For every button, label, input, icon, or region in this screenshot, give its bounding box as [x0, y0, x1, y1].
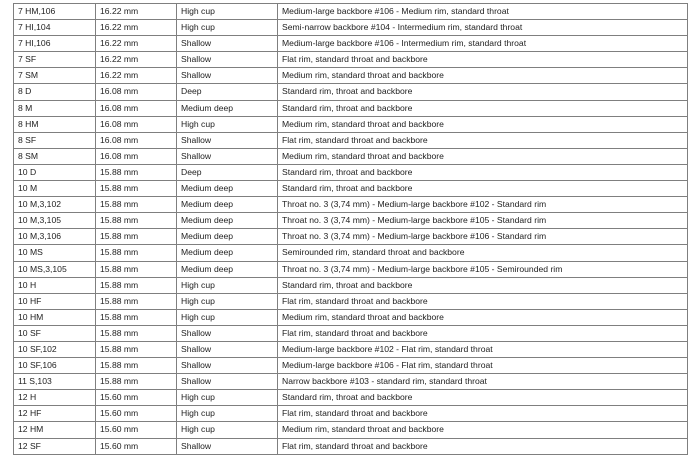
diameter-cell: 15.88 mm [96, 277, 177, 293]
table-row [14, 213, 688, 229]
model-cell: 10 SF [14, 325, 96, 341]
diameter-cell: 15.88 mm [96, 374, 177, 390]
model-cell: 7 HI,104 [14, 20, 96, 36]
model-cell: 7 SM [14, 68, 96, 84]
table-row [14, 148, 688, 164]
table-row [14, 36, 688, 52]
table-row [14, 406, 688, 422]
cup-depth-cell: Shallow [177, 148, 278, 164]
diameter-cell: 15.88 mm [96, 181, 177, 197]
model-cell: 10 M,3,105 [14, 213, 96, 229]
model-cell: 10 M,3,102 [14, 197, 96, 213]
cup-depth-cell: Medium deep [177, 245, 278, 261]
cup-depth-cell: Shallow [177, 341, 278, 357]
cup-depth-cell: Medium deep [177, 197, 278, 213]
description-cell: Narrow backbore #103 - standard rim, standard throat [278, 374, 688, 390]
table-row [14, 164, 688, 180]
cup-depth-cell: Shallow [177, 358, 278, 374]
description-cell: Medium-large backbore #106 - Medium rim, standard throat [278, 4, 688, 20]
diameter-cell: 15.88 mm [96, 245, 177, 261]
table-row [14, 181, 688, 197]
model-cell: 7 SF [14, 52, 96, 68]
table-row [14, 309, 688, 325]
description-cell: Flat rim, standard throat and backbore [278, 325, 688, 341]
cup-depth-cell: High cup [177, 390, 278, 406]
model-cell: 10 MS,3,105 [14, 261, 96, 277]
diameter-cell: 16.08 mm [96, 148, 177, 164]
diameter-cell: 15.60 mm [96, 390, 177, 406]
model-cell: 10 M,3,106 [14, 229, 96, 245]
description-cell: Medium rim, standard throat and backbore [278, 309, 688, 325]
mouthpiece-table [13, 3, 688, 455]
table-row [14, 100, 688, 116]
table-row [14, 277, 688, 293]
table-row [14, 358, 688, 374]
table-row [14, 293, 688, 309]
table-row [14, 20, 688, 36]
description-cell: Medium rim, standard throat and backbore [278, 116, 688, 132]
model-cell: 12 HF [14, 406, 96, 422]
description-cell: Semi-narrow backbore #104 - Intermedium rim, standard throat [278, 20, 688, 36]
diameter-cell: 16.22 mm [96, 4, 177, 20]
description-cell: Throat no. 3 (3,74 mm) - Medium-large backbore #105 - Semirounded rim [278, 261, 688, 277]
mouthpiece-table-container [13, 3, 687, 455]
diameter-cell: 16.22 mm [96, 68, 177, 84]
table-row [14, 390, 688, 406]
cup-depth-cell: High cup [177, 116, 278, 132]
cup-depth-cell: High cup [177, 4, 278, 20]
diameter-cell: 15.88 mm [96, 325, 177, 341]
cup-depth-cell: High cup [177, 277, 278, 293]
model-cell: 12 HM [14, 422, 96, 438]
model-cell: 8 SF [14, 132, 96, 148]
diameter-cell: 15.88 mm [96, 309, 177, 325]
description-cell: Flat rim, standard throat and backbore [278, 52, 688, 68]
diameter-cell: 15.88 mm [96, 229, 177, 245]
diameter-cell: 16.08 mm [96, 100, 177, 116]
description-cell: Semirounded rim, standard throat and backbore [278, 245, 688, 261]
model-cell: 12 SF [14, 438, 96, 454]
cup-depth-cell: Medium deep [177, 229, 278, 245]
cup-depth-cell: Medium deep [177, 100, 278, 116]
diameter-cell: 15.60 mm [96, 438, 177, 454]
cup-depth-cell: High cup [177, 20, 278, 36]
cup-depth-cell: Medium deep [177, 261, 278, 277]
description-cell: Medium rim, standard throat and backbore [278, 148, 688, 164]
model-cell: 10 SF,102 [14, 341, 96, 357]
table-row [14, 261, 688, 277]
description-cell: Medium-large backbore #106 - Flat rim, standard throat [278, 358, 688, 374]
model-cell: 10 D [14, 164, 96, 180]
model-cell: 10 H [14, 277, 96, 293]
diameter-cell: 16.22 mm [96, 52, 177, 68]
diameter-cell: 15.88 mm [96, 293, 177, 309]
diameter-cell: 15.88 mm [96, 261, 177, 277]
table-row [14, 84, 688, 100]
model-cell: 10 HF [14, 293, 96, 309]
model-cell: 7 HM,106 [14, 4, 96, 20]
model-cell: 8 HM [14, 116, 96, 132]
description-cell: Medium rim, standard throat and backbore [278, 422, 688, 438]
description-cell: Medium-large backbore #106 - Intermedium rim, standard throat [278, 36, 688, 52]
table-row [14, 422, 688, 438]
diameter-cell: 15.88 mm [96, 197, 177, 213]
table-row [14, 4, 688, 20]
model-cell: 8 D [14, 84, 96, 100]
table-row [14, 245, 688, 261]
diameter-cell: 16.08 mm [96, 132, 177, 148]
cup-depth-cell: Shallow [177, 438, 278, 454]
diameter-cell: 15.88 mm [96, 164, 177, 180]
model-cell: 10 SF,106 [14, 358, 96, 374]
diameter-cell: 15.88 mm [96, 213, 177, 229]
table-row [14, 374, 688, 390]
cup-depth-cell: Shallow [177, 36, 278, 52]
diameter-cell: 15.60 mm [96, 406, 177, 422]
description-cell: Flat rim, standard throat and backbore [278, 293, 688, 309]
table-row [14, 229, 688, 245]
cup-depth-cell: Shallow [177, 325, 278, 341]
description-cell: Standard rim, throat and backbore [278, 390, 688, 406]
cup-depth-cell: High cup [177, 293, 278, 309]
diameter-cell: 16.22 mm [96, 20, 177, 36]
model-cell: 12 H [14, 390, 96, 406]
model-cell: 10 M [14, 181, 96, 197]
table-row [14, 341, 688, 357]
description-cell: Throat no. 3 (3,74 mm) - Medium-large backbore #102 - Standard rim [278, 197, 688, 213]
description-cell: Flat rim, standard throat and backbore [278, 132, 688, 148]
diameter-cell: 16.08 mm [96, 116, 177, 132]
cup-depth-cell: Medium deep [177, 181, 278, 197]
model-cell: 7 HI,106 [14, 36, 96, 52]
description-cell: Standard rim, throat and backbore [278, 164, 688, 180]
table-row [14, 132, 688, 148]
description-cell: Standard rim, throat and backbore [278, 181, 688, 197]
model-cell: 10 MS [14, 245, 96, 261]
cup-depth-cell: High cup [177, 309, 278, 325]
table-row [14, 52, 688, 68]
description-cell: Standard rim, throat and backbore [278, 277, 688, 293]
description-cell: Medium-large backbore #102 - Flat rim, standard throat [278, 341, 688, 357]
model-cell: 10 HM [14, 309, 96, 325]
table-row [14, 116, 688, 132]
cup-depth-cell: Shallow [177, 132, 278, 148]
diameter-cell: 15.60 mm [96, 422, 177, 438]
cup-depth-cell: Medium deep [177, 213, 278, 229]
cup-depth-cell: Deep [177, 164, 278, 180]
diameter-cell: 15.88 mm [96, 341, 177, 357]
table-row [14, 325, 688, 341]
cup-depth-cell: Deep [177, 84, 278, 100]
table-row [14, 438, 688, 454]
description-cell: Flat rim, standard throat and backbore [278, 438, 688, 454]
cup-depth-cell: High cup [177, 422, 278, 438]
diameter-cell: 16.22 mm [96, 36, 177, 52]
description-cell: Throat no. 3 (3,74 mm) - Medium-large backbore #106 - Standard rim [278, 229, 688, 245]
cup-depth-cell: Shallow [177, 68, 278, 84]
table-row [14, 197, 688, 213]
description-cell: Flat rim, standard throat and backbore [278, 406, 688, 422]
cup-depth-cell: Shallow [177, 52, 278, 68]
description-cell: Medium rim, standard throat and backbore [278, 68, 688, 84]
model-cell: 8 M [14, 100, 96, 116]
cup-depth-cell: High cup [177, 406, 278, 422]
description-cell: Standard rim, throat and backbore [278, 100, 688, 116]
table-row [14, 68, 688, 84]
diameter-cell: 16.08 mm [96, 84, 177, 100]
cup-depth-cell: Shallow [177, 374, 278, 390]
model-cell: 8 SM [14, 148, 96, 164]
diameter-cell: 15.88 mm [96, 358, 177, 374]
description-cell: Standard rim, throat and backbore [278, 84, 688, 100]
description-cell: Throat no. 3 (3,74 mm) - Medium-large backbore #105 - Standard rim [278, 213, 688, 229]
model-cell: 11 S,103 [14, 374, 96, 390]
table-body [14, 4, 688, 455]
